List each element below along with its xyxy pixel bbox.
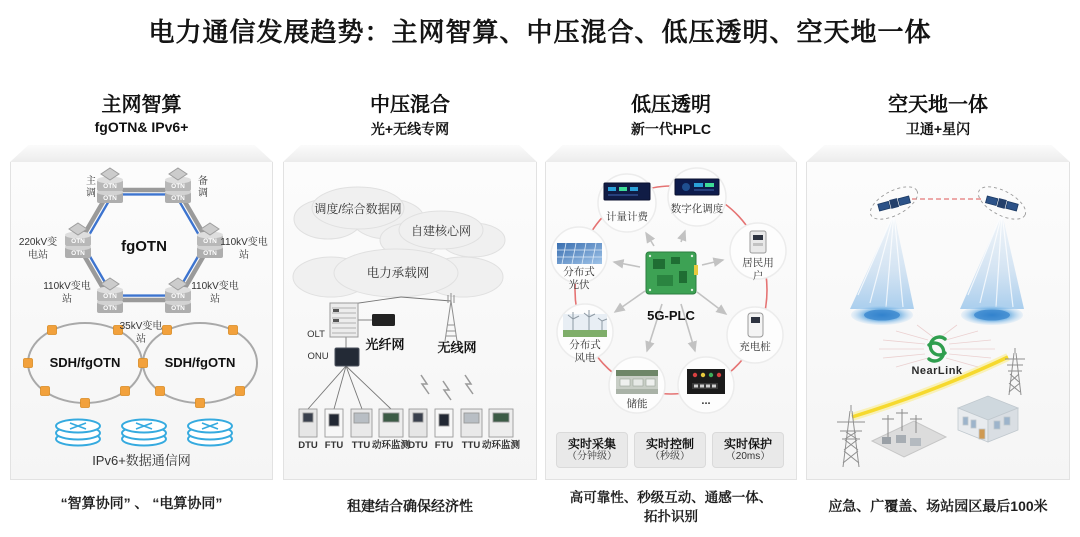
label-nearlink: NearLink xyxy=(911,365,963,377)
building-icon xyxy=(958,396,1018,442)
panel4-caption: 应急、广覆盖、场站园区最后100米 xyxy=(828,498,1048,514)
label-olt: OLT xyxy=(307,329,325,340)
device-icons xyxy=(299,409,513,437)
otn-text: OTN xyxy=(103,183,117,190)
power-tower-icon-right xyxy=(1005,348,1025,395)
panel3-subtitle: 新一代HPLC xyxy=(630,121,712,137)
label-ipv6-network: IPv6+数据通信网 xyxy=(92,453,191,468)
otn-text: OTN xyxy=(103,293,117,300)
label-master-dispatch: 主调 xyxy=(83,175,95,199)
label-110kv-substation-br: 110kV变电站 xyxy=(191,281,239,305)
label-node-wind: 分布式风电 xyxy=(569,339,601,365)
antenna-tower-icon xyxy=(445,293,457,341)
beam-footprint-right-inner xyxy=(974,310,1010,321)
otn-node-icon xyxy=(165,168,191,203)
charging-pile-icon xyxy=(748,313,763,337)
metering-dashboard-icon xyxy=(604,183,650,200)
pcb-icon xyxy=(646,252,698,294)
badge-realtime-control xyxy=(634,432,706,468)
olt-rack-icon xyxy=(330,303,358,337)
label-env-monitor-right: 动环监测 xyxy=(482,440,521,451)
lightning-icons xyxy=(421,375,473,400)
lightning-icon xyxy=(421,375,429,394)
label-ttu-left: TTU xyxy=(351,440,371,451)
panel2-header xyxy=(283,88,537,139)
badge-realtime-protection xyxy=(712,432,784,468)
label-cloud-core: 自建核心网 xyxy=(410,224,471,238)
badge-subtitle: （分钟级） xyxy=(567,451,617,463)
label-node-metering: 计量计费 xyxy=(606,211,648,223)
panel2-subtitle: 光+无线专网 xyxy=(370,121,450,137)
nearlink-logo-icon xyxy=(929,337,945,361)
label-cloud-bearer: 电力承载网 xyxy=(366,266,430,280)
label-sdh-left: SDH/fgOTN xyxy=(49,355,121,370)
label-35kv-substation: 35kV变电站 xyxy=(119,321,163,345)
label-ftu-right: FTU xyxy=(434,440,454,451)
otn-text: OTN xyxy=(103,195,117,202)
digital-dispatch-dashboard-icon xyxy=(675,179,719,195)
label-cloud-dispatch: 调度/综合数据网 xyxy=(314,202,402,216)
panel2-caption: 租建结合确保经济性 xyxy=(347,498,473,514)
label-5g-plc: 5G-PLC xyxy=(647,308,695,323)
panel1-header xyxy=(10,88,273,135)
label-node-solar: 分布式光伏 xyxy=(563,266,595,292)
label-backup-dispatch: 备调 xyxy=(195,175,207,199)
otn-text: OTN xyxy=(171,195,185,202)
panel4-box xyxy=(806,145,1070,480)
router-icon xyxy=(188,420,232,446)
label-wireless-network: 无线网 xyxy=(437,340,477,355)
router-icons xyxy=(56,420,232,446)
badge-title: 实时保护 xyxy=(723,436,772,451)
badge-subtitle: （秒级） xyxy=(650,451,690,463)
otn-text: OTN xyxy=(71,238,85,245)
panel3-box xyxy=(545,145,797,480)
satellite-beams xyxy=(850,213,1024,309)
otn-text: OTN xyxy=(103,305,117,312)
label-onu: ONU xyxy=(307,351,329,362)
panel4-artwork xyxy=(806,145,1070,480)
panel1-title: 主网智算 xyxy=(101,94,182,116)
badge-title: 实时控制 xyxy=(645,436,694,451)
beam-footprint-left-inner xyxy=(864,310,900,321)
otn-text: OTN xyxy=(203,238,217,245)
label-ttu-right: TTU xyxy=(461,440,481,451)
panel4-header xyxy=(806,88,1070,139)
solar-pv-icon xyxy=(557,243,602,264)
lightning-icon xyxy=(443,381,451,400)
onu-icon xyxy=(335,348,359,366)
label-fiber-network: 光纤网 xyxy=(365,337,405,352)
badge-title: 实时采集 xyxy=(567,436,616,451)
label-node-residents: 居民用户 xyxy=(742,257,774,283)
wind-power-icon xyxy=(563,310,607,337)
power-panel-icon xyxy=(687,369,725,394)
panel2-title: 中压混合 xyxy=(370,94,450,116)
label-dtu-left: DTU xyxy=(298,440,318,451)
label-node-charging-pile: 充电桩 xyxy=(739,341,771,353)
page-title: 电力通信发展趋势：主网智算、中压混合、低压透明、空天地一体 xyxy=(148,17,932,47)
resident-meter-icon xyxy=(750,231,766,253)
panel3-caption: 高可靠性、秒级互动、通感一体、拓扑识别 xyxy=(569,490,773,524)
badge-subtitle: （20ms） xyxy=(725,451,771,463)
panel2-artwork xyxy=(283,145,537,480)
router-icon xyxy=(122,420,166,446)
panel1-caption: “智算协同” 、 “电算协同” xyxy=(60,495,223,511)
server-box-icon xyxy=(372,314,395,326)
otn-text: OTN xyxy=(171,293,185,300)
panel4-subtitle: 卫通+星闪 xyxy=(905,121,971,137)
substation-icon xyxy=(872,409,946,457)
panel2-box xyxy=(283,145,537,480)
otn-text: OTN xyxy=(171,305,185,312)
label-ftu-left: FTU xyxy=(324,440,344,451)
otn-node-icon xyxy=(97,168,123,203)
otn-text: OTN xyxy=(203,250,217,257)
otn-text: OTN xyxy=(171,183,185,190)
panel3-header xyxy=(545,88,797,139)
label-node-more: ... xyxy=(701,395,711,407)
lightning-icon xyxy=(465,375,473,394)
label-node-digital-dispatch: 数字化调度 xyxy=(670,203,724,215)
otn-text: OTN xyxy=(71,250,85,257)
label-node-storage: 储能 xyxy=(626,398,648,410)
beam-left xyxy=(850,213,914,309)
label-110kv-substation-right: 110kV变电站 xyxy=(220,237,268,261)
label-dtu-right: DTU xyxy=(408,440,428,451)
panel1-box xyxy=(10,145,273,480)
energy-storage-icon xyxy=(616,370,658,394)
label-env-monitor-left: 动环监测 xyxy=(372,440,411,451)
beam-right xyxy=(960,213,1024,309)
label-220kv-substation: 220kV变电站 xyxy=(18,237,58,261)
panel1-artwork xyxy=(10,145,273,480)
label-sdh-right: SDH/fgOTN xyxy=(164,355,236,370)
badge-realtime-collection xyxy=(556,432,628,468)
router-icon xyxy=(56,420,100,446)
panel4-title: 空天地一体 xyxy=(888,94,988,116)
panel1-subtitle: fgOTN& IPv6+ xyxy=(94,119,189,135)
panel3-title: 低压透明 xyxy=(631,94,711,116)
label-110kv-substation-bl: 110kV变电站 xyxy=(43,281,91,305)
label-fgotn: fgOTN xyxy=(121,238,167,255)
